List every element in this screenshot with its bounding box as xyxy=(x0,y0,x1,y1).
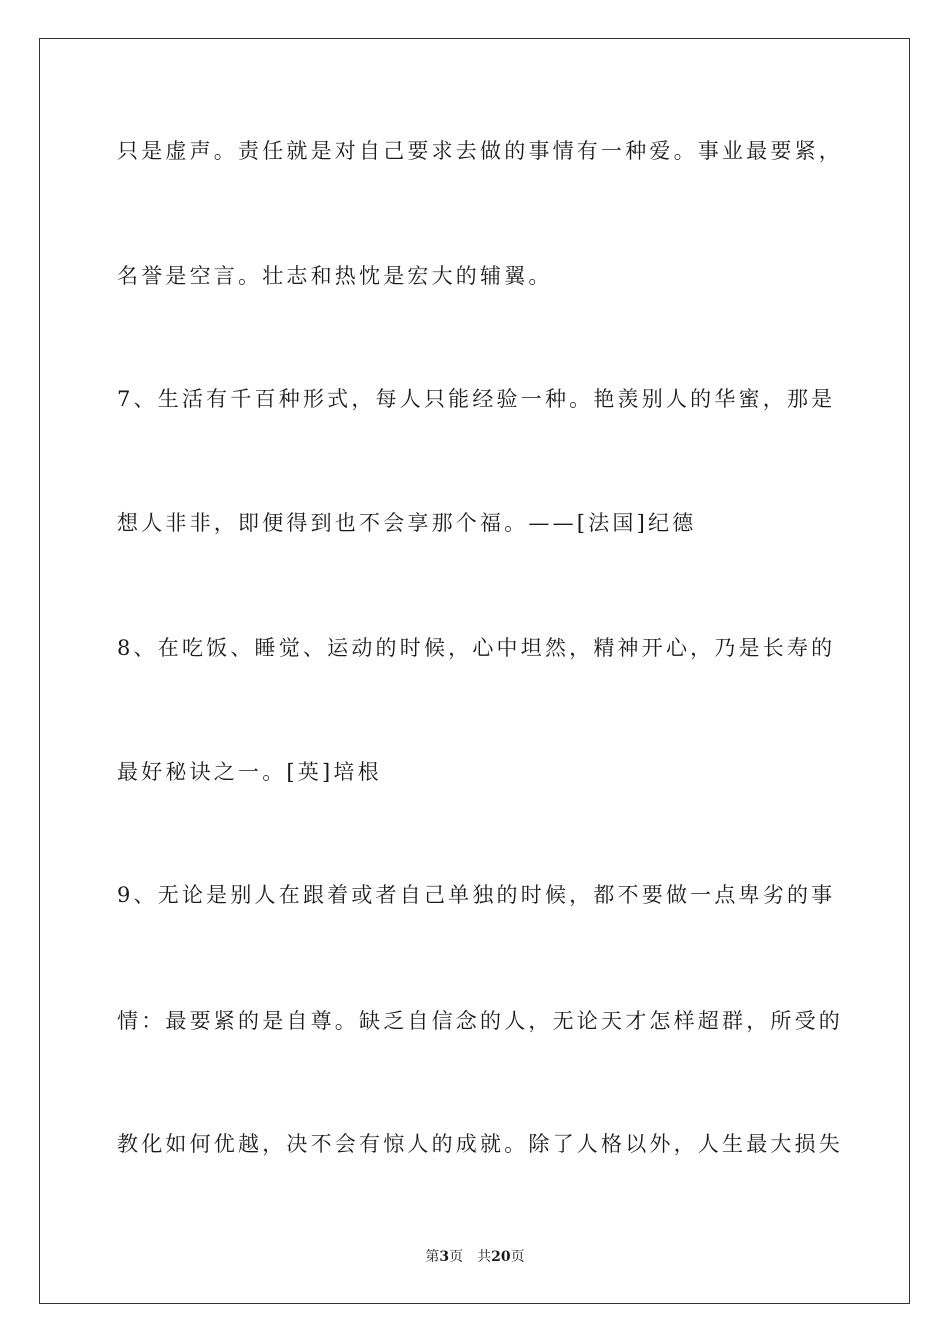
text-line: 9、无论是别人在跟着或者自己单独的时候，都不要做一点卑劣的事 xyxy=(117,883,836,907)
current-page-number: 3 xyxy=(439,1249,450,1265)
text-line: 只是虚声。责任就是对自己要求去做的事情有一种爱。事业最要紧， xyxy=(117,139,843,163)
page-border xyxy=(39,38,910,1304)
total-suffix: 页 xyxy=(510,1249,525,1265)
text-line: 教化如何优越，决不会有惊人的成就。除了人格以外，人生最大损失 xyxy=(117,1132,843,1156)
total-prefix: 共 xyxy=(477,1249,492,1265)
text-line: 8、在吃饭、睡觉、运动的时候，心中坦然，精神开心，乃是长寿的 xyxy=(117,636,836,660)
text-line: 情：最要紧的是自尊。缺乏自信念的人，无论天才怎样超群，所受的 xyxy=(117,1009,843,1033)
text-line: 7、生活有千百种形式，每人只能经验一种。艳羡别人的华蜜，那是 xyxy=(117,387,836,411)
total-pages-number: 20 xyxy=(491,1249,511,1265)
page-suffix: 页 xyxy=(449,1249,464,1265)
text-line: 最好秘诀之一。[英]培根 xyxy=(117,760,382,784)
text-line: 想人非非，即便得到也不会享那个福。——[法国]纪德 xyxy=(117,511,697,535)
page-number-footer xyxy=(0,1247,950,1267)
page-prefix: 第 xyxy=(425,1249,440,1265)
text-line: 名誉是空言。壮志和热忱是宏大的辅翼。 xyxy=(117,264,553,288)
